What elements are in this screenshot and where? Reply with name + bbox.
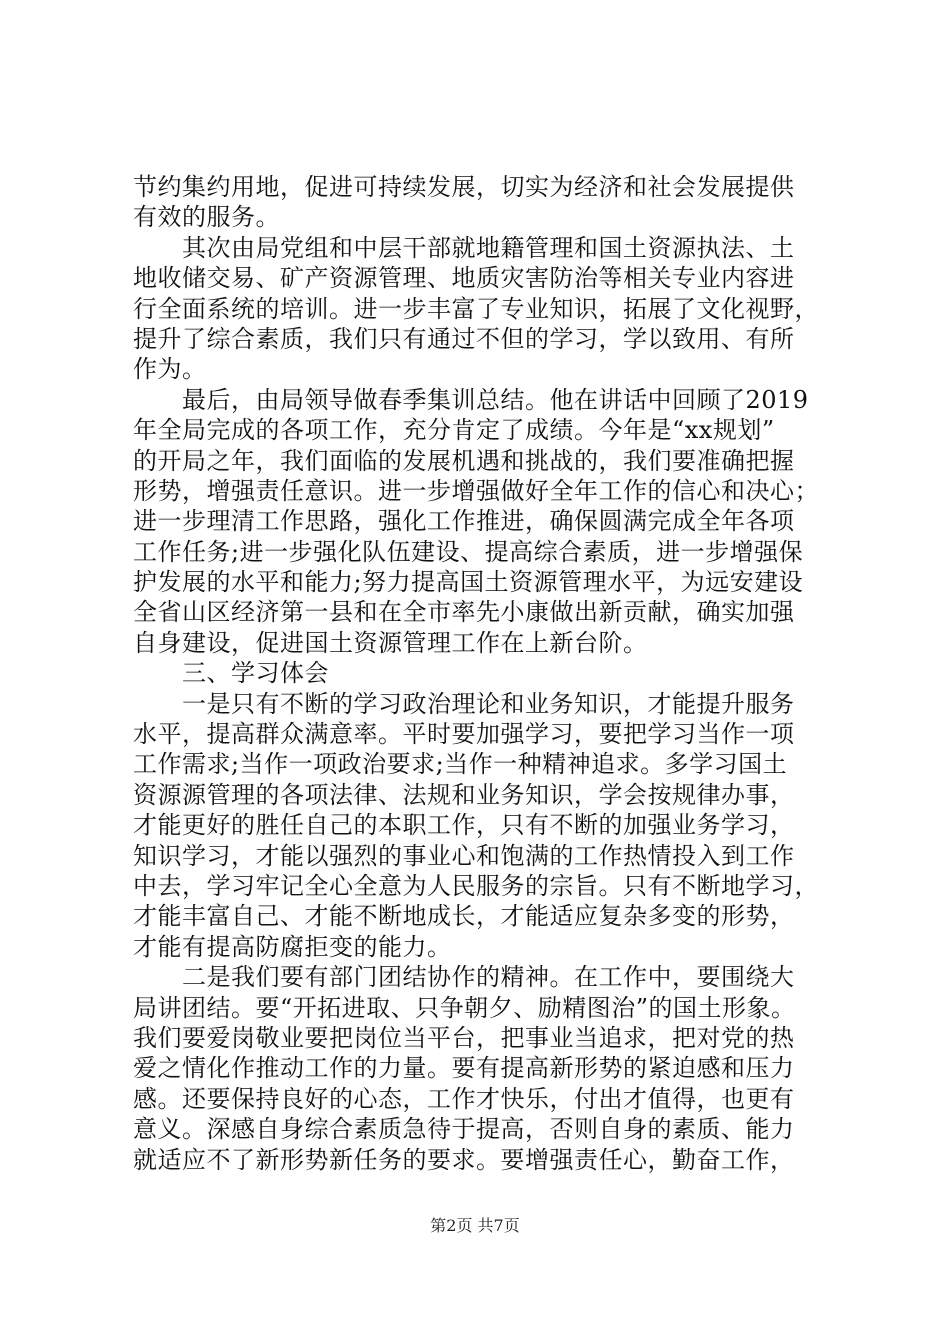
text-line: 意义。深感自身综合素质急待于提高，否则自身的素质、能力 [133, 1115, 795, 1144]
section-heading: 三、学习体会 [133, 659, 329, 688]
text-line: 爱之情化作推动工作的力量。要有提高新形势的紧迫感和压力 [133, 1054, 795, 1083]
text-line: 工作任务;进一步强化队伍建设、提高综合素质，进一步增强保 [133, 537, 804, 566]
text-line: 行全面系统的培训。进一步丰富了专业知识，拓展了文化视野， [133, 294, 819, 323]
text-line: 中去，学习牢记全心全意为人民服务的宗旨。只有不断地学习， [133, 871, 819, 900]
text-line: 才能有提高防腐拒变的能力。 [133, 932, 452, 961]
text-line: 资源源管理的各项法律、法规和业务知识，学会按规律办事， [133, 780, 795, 809]
text-line: 一是只有不断的学习政治理论和业务知识，才能提升服务 [133, 689, 795, 718]
text-line: 作为。 [133, 355, 207, 384]
text-line: 自身建设，促进国土资源管理工作在上新台阶。 [133, 628, 648, 657]
text-line: 有效的服务。 [133, 203, 280, 232]
text-line: 年全局完成的各项工作，充分肯定了成绩。今年是“xx规划” [133, 416, 775, 445]
text-line: 局讲团结。要“开拓进取、只争朝夕、励精图治”的国土形象。 [133, 993, 796, 1022]
text-line: 知识学习，才能以强烈的事业心和饱满的工作热情投入到工作 [133, 841, 795, 870]
text-line: 的开局之年，我们面临的发展机遇和挑战的，我们要准确把握 [133, 446, 795, 475]
text-line: 护发展的水平和能力;努力提高国土资源管理水平，为远安建设 [133, 568, 804, 597]
page-number-footer: 第2页 共7页 [430, 1216, 520, 1235]
text-line: 才能丰富自己、才能不断地成长，才能适应复杂多变的形势， [133, 902, 795, 931]
text-line: 形势，增强责任意识。进一步增强做好全年工作的信心和决心； [133, 476, 819, 505]
text-line: 全省山区经济第一县和在全市率先小康做出新贡献，确实加强 [133, 598, 795, 627]
text-line: 进一步理清工作思路，强化工作推进，确保圆满完成全年各项 [133, 507, 795, 536]
text-line: 其次由局党组和中层干部就地籍管理和国土资源执法、土 [133, 233, 795, 262]
text-line: 就适应不了新形势新任务的要求。要增强责任心，勤奋工作， [133, 1145, 795, 1174]
text-line: 最后，由局领导做春季集训总结。他在讲话中回顾了2019 [133, 385, 809, 414]
text-line: 水平，提高群众满意率。平时要加强学习，要把学习当作一项 [133, 720, 795, 749]
text-line: 地收储交易、矿产资源管理、地质灾害防治等相关专业内容进 [133, 264, 795, 293]
document-body [133, 172, 843, 1175]
text-line: 才能更好的胜任自己的本职工作，只有不断的加强业务学习， [133, 811, 795, 840]
text-line: 我们要爱岗敬业要把岗位当平台，把事业当追求，把对党的热 [133, 1023, 795, 1052]
text-line: 感。还要保持良好的心态，工作才快乐，付出才值得，也更有 [133, 1084, 795, 1113]
text-line: 二是我们要有部门团结协作的精神。在工作中，要围绕大 [133, 963, 795, 992]
text-line: 节约集约用地，促进可持续发展，切实为经济和社会发展提供 [133, 173, 795, 201]
text-line: 工作需求;当作一项政治要求;当作一种精神追求。多学习国土 [133, 750, 788, 779]
text-line: 提升了综合素质，我们只有通过不但的学习，学以致用、有所 [133, 324, 795, 353]
